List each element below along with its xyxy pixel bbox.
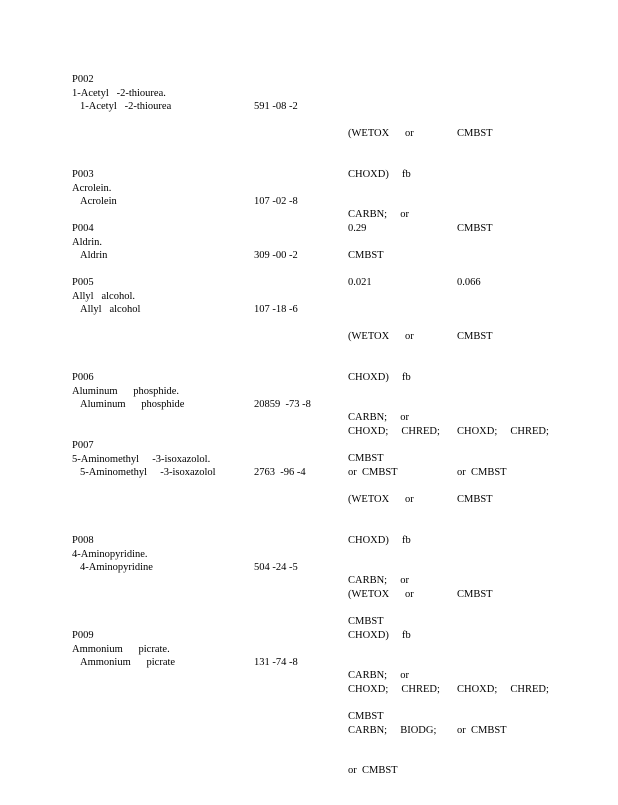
waste-code: P006 bbox=[72, 372, 94, 383]
cas-number: 107 -18 -6 bbox=[254, 304, 298, 315]
constituent-name: 1-Acetyl -2-thiourea bbox=[80, 101, 172, 112]
constituent-name: Allyl alcohol bbox=[80, 304, 141, 315]
entry-title: Acrolein. bbox=[72, 182, 112, 194]
wastewater-standard: (WETOX or CHOXD) fb CARBN; or CMBST bbox=[348, 331, 414, 464]
nonwastewater-standard: CMBST bbox=[457, 494, 493, 505]
waste-code: P002 bbox=[72, 74, 94, 85]
wastewater-standard: (WETOX or CHOXD) fb CARBN; or CMBST bbox=[348, 589, 414, 722]
nonwastewater-standard: CHOXD; CHRED; or CMBST bbox=[457, 426, 549, 478]
cas-number: 131 -74 -8 bbox=[254, 657, 298, 668]
entry-title: 1-Acetyl -2-thiourea. bbox=[72, 87, 166, 99]
nonwastewater-standard: CMBST bbox=[457, 128, 493, 139]
waste-code: P007 bbox=[72, 440, 94, 451]
cas-number: 504 -24 -5 bbox=[254, 562, 298, 573]
nonwastewater-standard: CMBST bbox=[457, 331, 493, 342]
entry-title: 4-Aminopyridine. bbox=[72, 548, 148, 560]
nonwastewater-standard: CHOXD; CHRED; or CMBST bbox=[457, 684, 549, 736]
entry-title: Aluminum phosphide. bbox=[72, 385, 180, 397]
waste-code: P003 bbox=[72, 169, 94, 180]
waste-code: P009 bbox=[72, 630, 94, 641]
entry-title: Allyl alcohol. bbox=[72, 290, 135, 302]
cas-number: 107 -02 -8 bbox=[254, 196, 298, 207]
cas-number: 2763 -96 -4 bbox=[254, 467, 306, 478]
wastewater-standard: (WETOX or CHOXD) fb CARBN; or CMBST bbox=[348, 494, 414, 627]
entry-title: Ammonium picrate. bbox=[72, 643, 170, 655]
wastewater-standard: CHOXD; CHRED; CARBN; BIODG; or CMBST bbox=[348, 684, 440, 776]
constituent-row bbox=[72, 656, 572, 776]
nonwastewater-standard: 0.066 bbox=[457, 277, 481, 288]
waste-code: P008 bbox=[72, 535, 94, 546]
entry-title: Aldrin. bbox=[72, 236, 103, 248]
constituent-name: 5-Aminomethyl -3-isoxazolol bbox=[80, 467, 216, 478]
cas-number: 591 -08 -2 bbox=[254, 101, 298, 112]
cas-number: 309 -00 -2 bbox=[254, 250, 298, 261]
nonwastewater-standard: CMBST bbox=[457, 589, 493, 600]
wastewater-standard: 0.29 bbox=[348, 223, 367, 234]
constituent-name: Ammonium picrate bbox=[80, 657, 176, 668]
wastewater-standard: CHOXD; CHRED; or CMBST bbox=[348, 426, 440, 478]
constituent-name: Acrolein bbox=[80, 196, 117, 207]
constituent-name: Aluminum phosphide bbox=[80, 399, 185, 410]
waste-code: P005 bbox=[72, 277, 94, 288]
constituent-name: Aldrin bbox=[80, 250, 108, 261]
cas-number: 20859 -73 -8 bbox=[254, 399, 311, 410]
wastewater-standard: (WETOX or CHOXD) fb CARBN; or CMBST bbox=[348, 128, 414, 261]
constituent-name: 4-Aminopyridine bbox=[80, 562, 153, 573]
entry-title: 5-Aminomethyl -3-isoxazolol. bbox=[72, 453, 211, 465]
nonwastewater-standard: CMBST bbox=[457, 223, 493, 234]
wastewater-standard: 0.021 bbox=[348, 277, 372, 288]
waste-code: P004 bbox=[72, 223, 94, 234]
